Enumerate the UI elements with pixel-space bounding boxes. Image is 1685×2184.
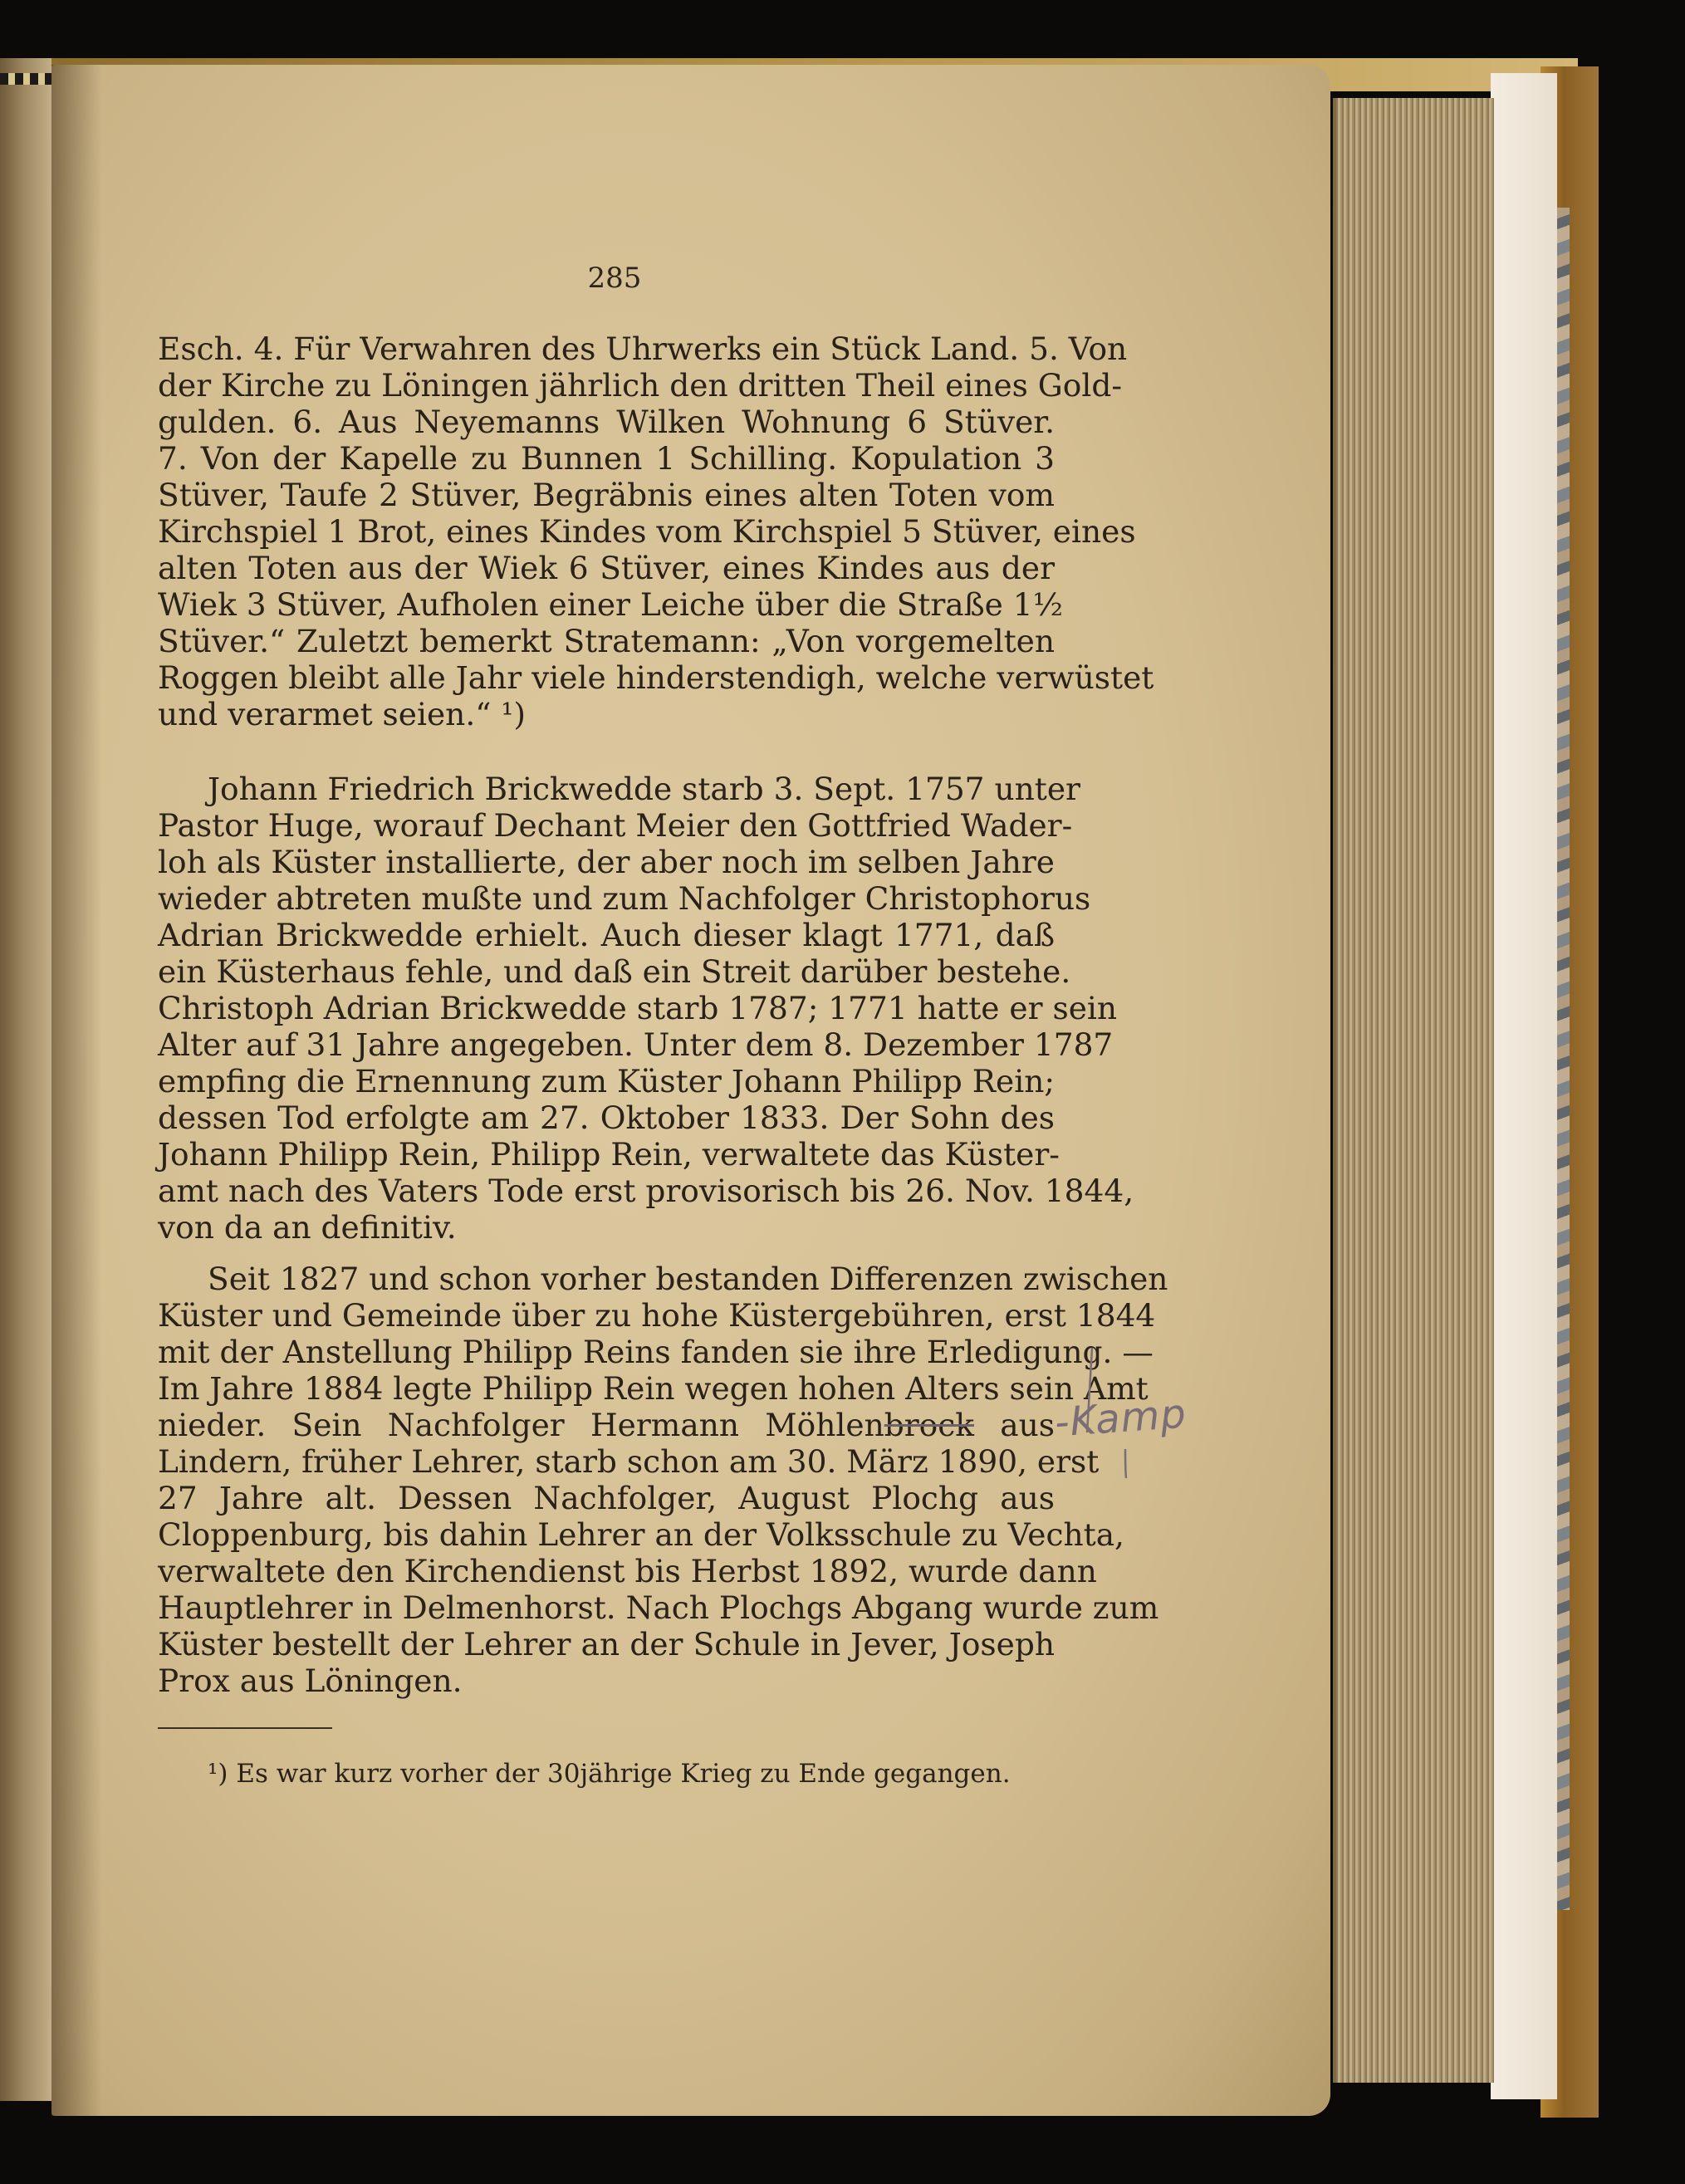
- text-line: und verarmet seien.“ ¹): [158, 696, 527, 732]
- text-line: verwaltete den Kirchendienst bis Herbst 1892, wurde dann: [158, 1553, 1097, 1589]
- text-line: Kirchspiel 1 Brot, eines Kindes vom Kirchspiel 5 Stüver, eines: [158, 513, 1136, 550]
- text-line: Hauptlehrer in Delmenhorst. Nach Plochgs Abgang wurde zum: [158, 1589, 1159, 1626]
- text-line: mit der Anstellung Philipp Reins fanden sie ihre Erledigung. —: [158, 1334, 1154, 1370]
- text-line: Seit 1827 und schon vorher bestanden Differenzen zwischen: [208, 1261, 1168, 1297]
- text-line: Lindern, früher Lehrer, starb schon am 30. März 1890, erst: [158, 1443, 1100, 1480]
- text-line: Adrian Brickwedde erhielt. Auch dieser klagt 1771, daß: [158, 917, 1055, 953]
- text-line: Roggen bleibt alle Jahr viele hinderstendigh, welche verwüstet: [158, 659, 1154, 696]
- text-line: Alter auf 31 Jahre angegeben. Unter dem 8. Dezember 1787: [158, 1026, 1114, 1063]
- text-line: Wiek 3 Stüver, Aufholen einer Leiche über die Straße 1½: [158, 586, 1063, 623]
- endpaper-edge: [1491, 73, 1557, 2099]
- text-line: von da an definitiv.: [158, 1209, 457, 1246]
- text-line: 27 Jahre alt. Dessen Nachfolger, August Plochg aus: [158, 1480, 1055, 1516]
- text-line: Esch. 4. Für Verwahren des Uhrwerks ein Stück Land. 5. Von: [158, 331, 1128, 367]
- text-line: 7. Von der Kapelle zu Bunnen 1 Schilling. Kopulation 3: [158, 440, 1055, 477]
- text-line: wieder abtreten mußte und zum Nachfolger Christophorus: [158, 880, 1091, 917]
- text-line: loh als Küster installierte, der aber noch im selben Jahre: [158, 844, 1055, 880]
- page-gutter-shadow: [51, 65, 101, 2116]
- text-line: Stüver.“ Zuletzt bemerkt Stratemann: „Von vorgemelten: [158, 623, 1055, 659]
- text-line: Stüver, Taufe 2 Stüver, Begräbnis eines alten Toten vom: [158, 477, 1055, 513]
- text-line: dessen Tod erfolgte am 27. Oktober 1833. Der Sohn des: [158, 1099, 1055, 1136]
- text-line: ein Küsterhaus fehle, und daß ein Streit darüber bestehe.: [158, 953, 1071, 990]
- text-line: alten Toten aus der Wiek 6 Stüver, eines Kindes aus der: [158, 550, 1055, 586]
- page-number: 285: [587, 262, 642, 295]
- text-line: der Kirche zu Löningen jährlich den dritten Theil eines Gold-: [158, 367, 1122, 404]
- text-line: Johann Friedrich Brickwedde starb 3. Sept. 1757 unter: [208, 771, 1080, 807]
- text-line: Johann Philipp Rein, Philipp Rein, verwaltete das Küster-: [158, 1136, 1060, 1173]
- page-stack-edge: [1333, 98, 1494, 2083]
- text-line: gulden. 6. Aus Neyemanns Wilken Wohnung 6 Stüver.: [158, 404, 1055, 440]
- text-line: Prox aus Löningen.: [158, 1662, 463, 1699]
- text-line: Im Jahre 1884 legte Philipp Rein wegen hohen Alters sein Amt: [158, 1370, 1149, 1407]
- footnote: ¹) Es war kurz vorher der 30jährige Krieg zu Ende gegangen.: [208, 1759, 1011, 1789]
- text-line: empfing die Ernennung zum Küster Johann Philipp Rein;: [158, 1063, 1055, 1099]
- text-line: Küster und Gemeinde über zu hohe Küstergebühren, erst 1844: [158, 1297, 1156, 1334]
- text-line: Christoph Adrian Brickwedde starb 1787; 1771 hatte er sein: [158, 990, 1118, 1026]
- struck-text: brock: [884, 1407, 974, 1443]
- pencil-annotation-text: -Kamp: [1053, 1390, 1188, 1447]
- text-line: amt nach des Vaters Tode erst provisorisch bis 26. Nov. 1844,: [158, 1173, 1134, 1209]
- text-line: Cloppenburg, bis dahin Lehrer an der Volksschule zu Vechta,: [158, 1516, 1124, 1553]
- text-line: nieder. Sein Nachfolger Hermann Möhlenbrock aus: [158, 1407, 1055, 1443]
- text-line: Küster bestellt der Lehrer an der Schule in Jever, Joseph: [158, 1626, 1055, 1662]
- text-line: Pastor Huge, worauf Dechant Meier den Gottfried Wader-: [158, 807, 1073, 844]
- left-page-edge: [0, 58, 51, 2101]
- footnote-rule: [158, 1727, 332, 1729]
